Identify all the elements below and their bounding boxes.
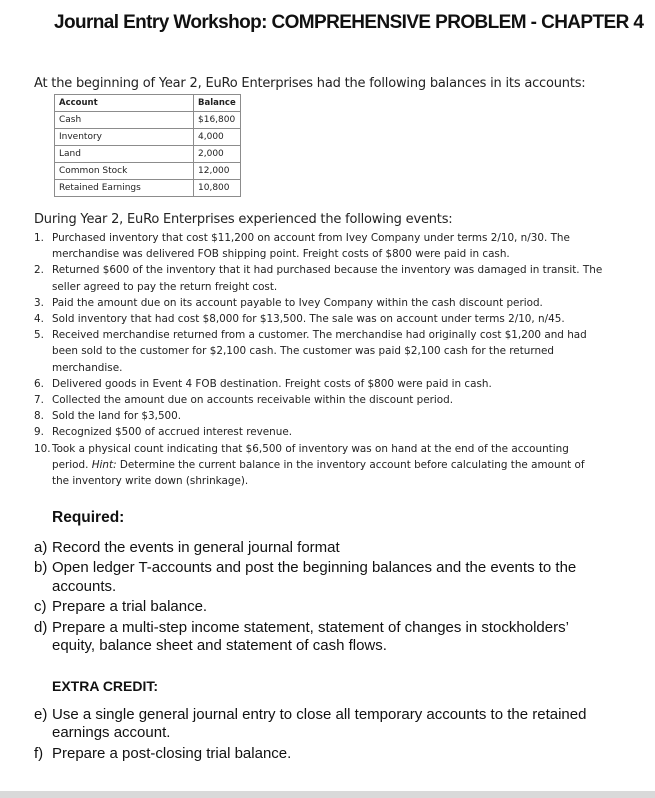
extra-credit-heading: EXTRA CREDIT: [52, 678, 159, 694]
event-number: 10. [34, 442, 51, 455]
event-number: 9. [34, 426, 44, 439]
event-number: 4. [34, 313, 44, 326]
account-cell: Inventory [55, 129, 194, 146]
required-heading: Required: [52, 509, 125, 526]
event-text: Sold inventory that had cost $8,000 for $13,500. The sale was on account under terms 2/10, n/45. [52, 313, 565, 326]
event-text: Recognized $500 of accrued interest revenue. [52, 426, 293, 439]
item-text: Prepare a multi-step income statement, statement of changes in stockholders’ equity, balance sheet and statement of cash flows. [52, 618, 569, 655]
list-item [34, 392, 604, 408]
bottom-divider [0, 791, 655, 798]
table-row [55, 163, 241, 180]
list-item [34, 408, 604, 424]
item-text: Record the events in general journal format [52, 539, 340, 556]
list-item [34, 327, 604, 376]
item-text: Use a single general journal entry to close all temporary accounts to the retained earnings account. [52, 706, 587, 742]
event-text-continued: Determine the current balance in the inventory account before calculating the amount of the inventory write down (shrinkage). [52, 458, 585, 488]
list-item [34, 559, 614, 596]
item-letter: f) [34, 744, 44, 762]
balance-cell: 10,800 [194, 180, 241, 197]
list-item [34, 706, 614, 743]
account-cell: Cash [55, 112, 194, 129]
list-item [34, 424, 604, 440]
page-title: Journal Entry Workshop: COMPREHENSIVE PROBLEM - CHAPTER 4 [54, 12, 644, 33]
event-text: Paid the amount due on its account payable to Ivey Company within the cash discount period. [52, 296, 543, 309]
event-text: Received merchandise returned from a customer. The merchandise had originally cost $1,200 and had been sold to the customer for $2,100 cash. The customer was paid $2,100 cash for the returned merchandise. [52, 329, 587, 374]
balance-cell: 12,000 [194, 163, 241, 180]
event-text: Purchased inventory that cost $11,200 on account from Ivey Company under terms 2/10, n/30. The merchandise was delivered FOB shipping point. Freight costs of $800 were paid in cash. [52, 232, 570, 261]
event-text: Took a physical count indicating that $6,500 of inventory was on hand at the end of the accounting period. [52, 442, 569, 471]
list-item [34, 539, 614, 557]
item-letter: c) [34, 598, 47, 616]
events-list [34, 230, 604, 489]
intro-text: At the beginning of Year 2, EuRo Enterprises had the following balances in its accounts: [34, 76, 586, 91]
table-row [55, 112, 241, 129]
event-number: 3. [34, 296, 44, 309]
column-header-account: Account [55, 95, 194, 112]
event-text: Delivered goods in Event 4 FOB destination. Freight costs of $800 were paid in cash. [52, 377, 492, 390]
balances-table [54, 94, 241, 197]
event-text: Sold the land for $3,500. [52, 410, 182, 423]
account-cell: Retained Earnings [55, 180, 194, 197]
table-row [55, 129, 241, 146]
event-text: Returned $600 of the inventory that it had purchased because the inventory was damaged in transit. The seller agreed to pay the return freight cost. [52, 264, 603, 293]
table-row [55, 180, 241, 197]
required-list [34, 539, 614, 657]
account-cell: Common Stock [55, 163, 194, 180]
list-item [34, 619, 614, 656]
item-text: Open ledger T-accounts and post the beginning balances and the events to the accounts. [52, 559, 577, 595]
event-number: 8. [34, 410, 44, 423]
item-letter: e) [34, 706, 48, 723]
event-number: 5. [34, 329, 44, 342]
hint-label: Hint: [91, 458, 117, 471]
item-text: Prepare a trial balance. [52, 598, 208, 616]
event-number: 2. [34, 264, 44, 277]
list-item [34, 311, 604, 327]
account-cell: Land [55, 146, 194, 163]
table-header-row [55, 95, 241, 112]
list-item [34, 295, 604, 311]
item-letter: a) [34, 539, 48, 556]
list-item [34, 745, 614, 763]
item-letter: d) [34, 618, 48, 636]
event-number: 1. [34, 232, 44, 244]
event-number: 7. [34, 394, 44, 407]
events-intro: During Year 2, EuRo Enterprises experienced the following events: [34, 212, 453, 227]
list-item [34, 441, 604, 490]
list-item [34, 598, 614, 616]
event-text: Collected the amount due on accounts receivable within the discount period. [52, 394, 454, 407]
event-number: 6. [34, 377, 44, 390]
extra-credit-list [34, 706, 614, 765]
list-item [34, 230, 604, 262]
balance-cell: $16,800 [194, 112, 241, 129]
balance-cell: 2,000 [194, 146, 241, 163]
item-text: Prepare a post-closing trial balance. [52, 744, 292, 762]
balance-cell: 4,000 [194, 129, 241, 146]
list-item [34, 262, 604, 294]
table-row [55, 146, 241, 163]
column-header-balance: Balance [194, 95, 241, 112]
list-item [34, 376, 604, 392]
item-letter: b) [34, 559, 48, 577]
